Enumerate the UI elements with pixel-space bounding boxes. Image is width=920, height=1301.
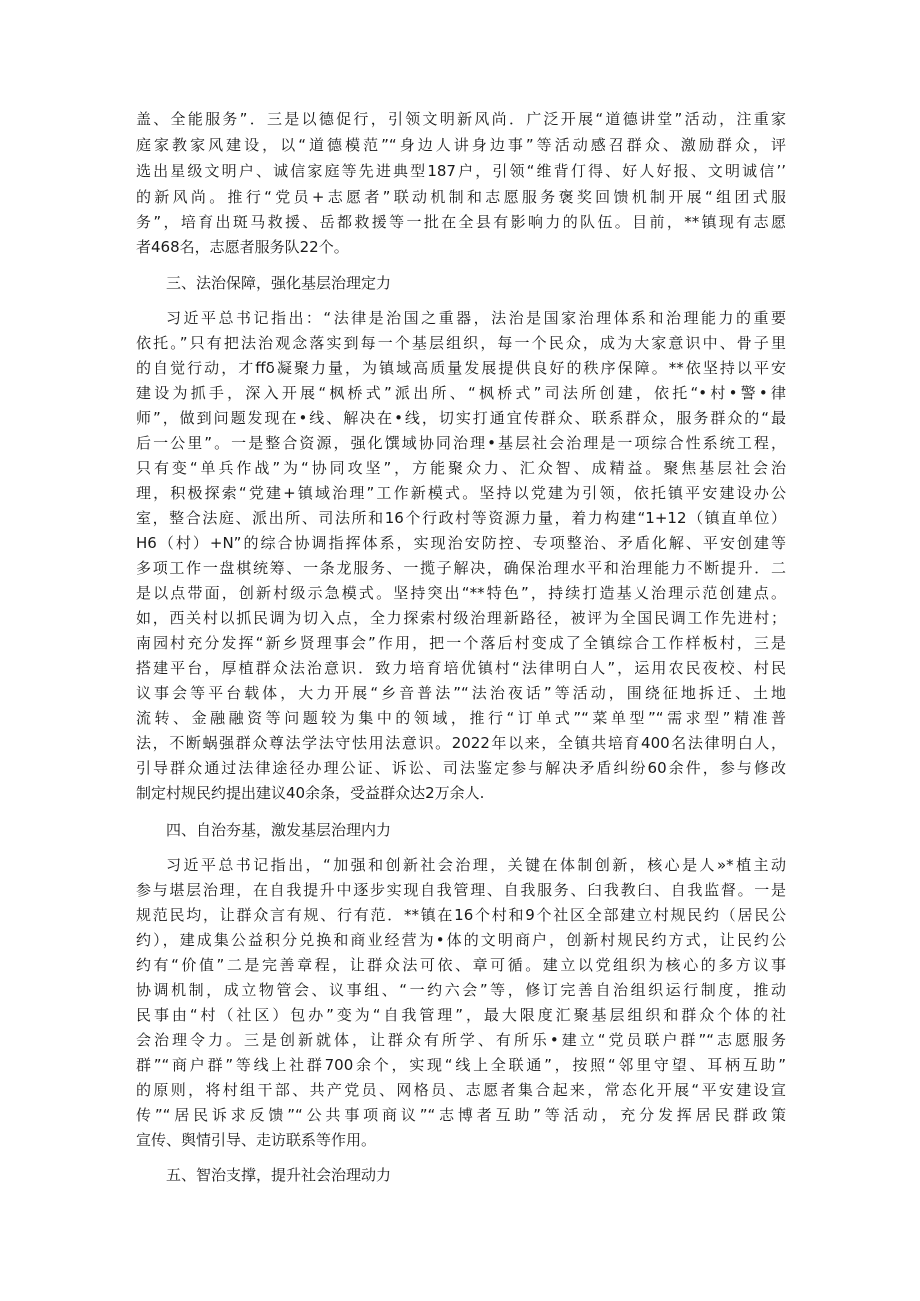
text-line: 盖、全能服务”．三是以德促行，引领文明新风尚．广泛开展“道德讲堂”活动，注重家 <box>136 110 786 128</box>
text-line: 议事会等平台载体，大力开展“乡音普法”“法治夜话”等活动，围绕征地拆迁、土地 <box>136 684 786 702</box>
text-line: 室，整合法庭、派出所、司法所和16个行政村等资源力量，着力构建“1+12（镇直单位） <box>136 509 786 527</box>
text-line: 选出星级文明户、诚信家庭等先进典型187户，引领“维背仃得、好人好报、文明诚信’’ <box>136 162 786 180</box>
text-line: 的自觉行动，才ffδ凝聚力量，为镇域高质量发展提供良好的秩序保障。**依坚持以平安 <box>136 359 786 377</box>
section-heading-3: 三、法治保障，强化基层治理定力 <box>166 274 392 292</box>
text-line: 约），建成集公益积分兑换和商业经营为•体的文明商户，创新村规民约方式，让民约公 <box>136 931 786 949</box>
text-line: 只有变“单兵作战”为“协同攻坚”，方能聚众力、汇众智、成精益。聚焦基层社会治 <box>136 459 786 477</box>
text-line: 后一公里”。一是整合资源，强化馔域协同治理•基层社会治理是一项综合性系统工程， <box>136 434 786 452</box>
text-line: 传”“居民诉求反馈”“公共事项商议”“志博者互助”等活动，充分发挥居民群政策 <box>136 1106 786 1124</box>
text-line: 习近平总书记指出，“加强和创新社会治理，关键在体制创新，核心是人»*植主动 <box>166 856 786 874</box>
text-line: 者468名，志愿者服务队22个。 <box>136 238 349 256</box>
text-line: 参与堪层治理，在自我提升中逐步实现自我管理、自我服务、臼我教臼、自我监督。一是 <box>136 881 786 899</box>
text-line: 南园村充分发挥“新乡贤理事会”作用，把一个落后村变成了全镇综合工作样板村，三是 <box>136 634 786 652</box>
text-line: 民事由“村（社区）包办”变为“自我管理”，最大限度汇聚基层组织和群众个体的社 <box>136 1006 786 1024</box>
text-line: 依托。”只有把法治观念落实到每一个基层组织，每一个民众，成为大家意识中、骨子里 <box>136 334 786 352</box>
section-heading-4: 四、自治夯基，激发基层治理内力 <box>166 821 392 839</box>
text-line: 搭建平台，厚植群众法治意识．致力培育培优镇村“法律明白人”，运用农民夜校、村民 <box>136 659 786 677</box>
text-line: 如，西关村以抓民调为切入点，全力探索村级治理新路径，被评为全国民调工作先进村； <box>136 609 786 627</box>
text-line: 庭家教家风建设，以“道德模范”“身边人讲身边事”等活动感召群众、激励群众，评 <box>136 136 786 154</box>
section-heading-5: 五、智治支撑，提升社会治理动力 <box>166 1166 392 1184</box>
text-line: 流转、金融融资等问题较为集中的领域，推行“订单式”“菜单型”“需求型”精准普 <box>136 709 786 727</box>
text-line: 务”，培育出斑马救援、岳都救援等一批在全县有影响力的队伍。目前，**镇现有志愿 <box>136 213 786 231</box>
text-line: 法，不断蜗强群众尊法学法守怯用法意识。2022年以来，全镇共培育400名法律明白人， <box>136 734 786 752</box>
text-line: 协调机制，成立物管会、议事组、“一约六会”等，修订完善自治组织运行制度，推动 <box>136 981 786 999</box>
text-line: 多项工作一盘棋统筹、一条龙服务、一揽子解决，确保治理水平和治理能力不断提升．二 <box>136 559 786 577</box>
text-line: 习近平总书记指出：“法律是治国之重器，法治是国家治理体系和治理能力的重要 <box>166 309 786 327</box>
text-line: 群”“商户群”等线上社群700余个，实现“线上全联通”，按照“邻里守望、耳柄互助” <box>136 1056 786 1074</box>
text-line: H6（村）+N”的综合协调指挥体系，实现治安防控、专项整治、矛盾化解、平安创建等 <box>136 534 786 552</box>
text-line: 师”，做到问题发现在•线、解决在•线，切实打通宜传群众、联系群众，服务群众的“最 <box>136 409 786 427</box>
text-line: 理，积极探索“党建+镇域治理”工作新模式。坚持以党建为引领，依托镇平安建设办公 <box>136 484 786 502</box>
text-line: 会治理令力。三是创新就体，让群众有所学、有所乐•建立“党员联户群”“志愿服务 <box>136 1031 786 1049</box>
text-line: 宣传、舆情引导、走访联系等作用。 <box>136 1131 377 1149</box>
text-line: 是以点带面，创新村级示急模式。坚持突出“**特色”，持续打造基乂治理示范创建点。 <box>136 584 786 602</box>
text-line: 建设为抓手，深入开展“枫桥式”派出所、“枫桥式”司法所创建，依托“•村•警•律 <box>136 384 786 402</box>
text-line: 的原则，将村组干部、共产党员、网格员、志愿者集合起来，常态化开展“平安建设宣 <box>136 1081 786 1099</box>
text-line: 规范民均，让群众言有规、行有范．**镇在16个村和9个社区全部建立村规民约（居民公 <box>136 906 786 924</box>
text-line: 的新风尚。推行“党员+志愿者”联动机制和志愿服务褒奖回馈机制开展“组团式服 <box>136 188 786 206</box>
text-line: 约有“价值”二是完善章程，让群众法可依、章可循。建立以党组织为核心的多方议事 <box>136 956 786 974</box>
text-line: 引导群众通过法律途径办理公证、诉讼、司法鉴定参与解决矛盾纠纷60余件，参与修改 <box>136 759 786 777</box>
text-line: 制定村规民约提出建议40余条，受益群众达2万余人. <box>136 784 485 802</box>
